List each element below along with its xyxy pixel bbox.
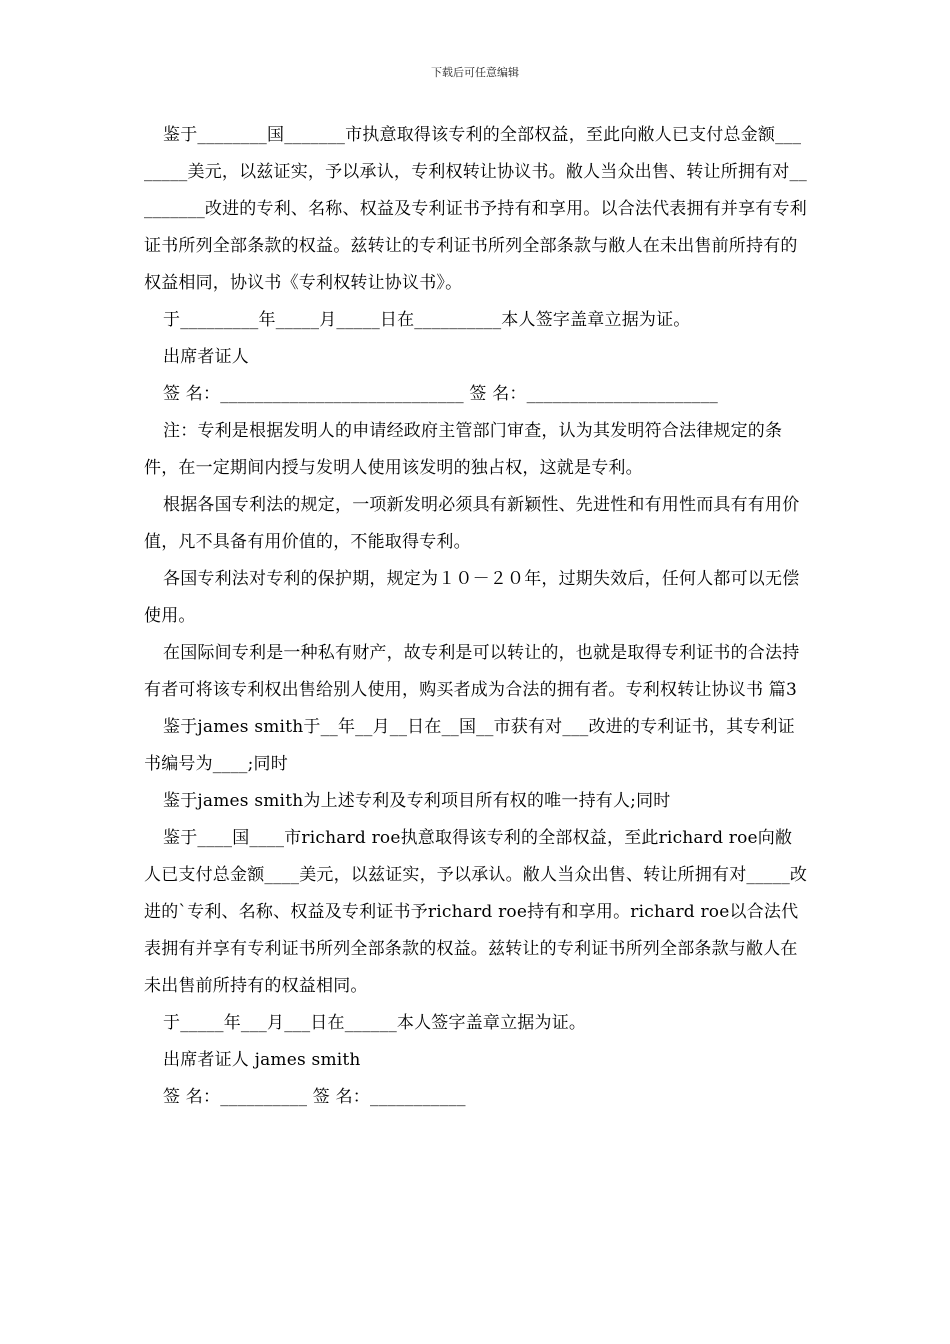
paragraph-signature-lines: 签 名：____________________________ 签 名：______________________ [163, 384, 719, 404]
document-body [144, 117, 808, 1116]
paragraph-date-sign-2: 于_____年___月___日在______本人签字盖章立据为证。 [163, 1013, 587, 1033]
paragraph-witness-2: 出席者证人 james smith [163, 1050, 361, 1070]
paragraph-note-patent: 注：专利是根据发明人的申请经政府主管部门审查，认为其发明符合法律规定的条件，在一定期间内授与发明人使用该发明的独占权，这就是专利。 [144, 421, 783, 478]
paragraph-signature-lines-2: 签 名：__________ 签 名：___________ [163, 1087, 466, 1107]
paragraph-protection-period: 各国专利法对专利的保护期，规定为１０－２０年，过期失效后，任何人都可以无偿使用。 [144, 569, 800, 626]
paragraph-date-sign: 于_________年_____月_____日在__________本人签字盖章立据为证。 [163, 310, 691, 330]
page-header: 下载后可任意编辑 [431, 66, 519, 79]
paragraph-international: 在国际间专利是一种私有财产，故专利是可以转让的，也就是取得专利证书的合法持有者可将该专利权出售给别人使用，购买者成为合法的拥有者。专利权转让协议书 篇3 [144, 643, 800, 700]
paragraph-whereas-1: 鉴于james smith于__年__月__日在__国__市获有对___改进的专利证书，其专利证书编号为____;同时 [144, 717, 795, 774]
paragraph-patent-law: 根据各国专利法的规定，一项新发明必须具有新颖性、先进性和有用性而具有有用价值，凡不具备有用价值的，不能取得专利。 [144, 495, 800, 552]
paragraph-witness: 出席者证人 [163, 347, 249, 367]
paragraph-transfer-clause: 鉴于________国_______市执意取得该专利的全部权益，至此向敝人已支付总金额________美元，以兹证实，予以承认，专利权转让协议书。敝人当众出售、转让所拥有对_________改进的专利、名称、权益及专利证书予持有和享用。以合法代表拥有并享有专利证书所列全部条款的权益。兹转让的专利证书所列全部条款与敝人在未出售前所持有的权益相同，协议书《专利权转让协议书》。 [144, 125, 807, 293]
paragraph-whereas-3: 鉴于____国____市richard roe执意取得该专利的全部权益，至此richard roe向敝人已支付总金额____美元，以兹证实，予以承认。敝人当众出售、转让所拥有对_____改进的`专利、名称、权益及专利证书予richard roe持有和享用。richard roe以合法代表拥有并享有专利证书所列全部条款的权益。兹转让的专利证书所列全部条款与敝人在未出售前所持有的权益相同。 [144, 828, 808, 996]
paragraph-whereas-2: 鉴于james smith为上述专利及专利项目所有权的唯一持有人;同时 [163, 791, 671, 811]
